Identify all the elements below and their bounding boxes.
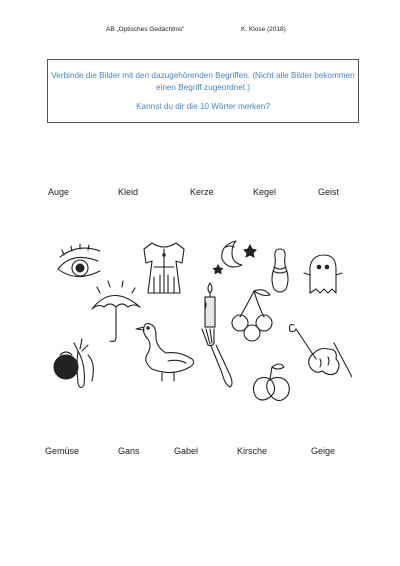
worksheet-title: AB „Optisches Gedächtnis“	[106, 26, 185, 33]
word-kleid: Kleid	[118, 187, 139, 197]
page-header	[0, 26, 400, 38]
word-kerze: Kerze	[190, 187, 214, 197]
picture-collage-svg	[50, 235, 352, 407]
task-box	[47, 59, 359, 123]
task-instruction: Verbinde die Bilder mit den dazugehörenden Begriffen. (Nicht alle Bilder bekommen einen Begriff zugeordnet.)	[51, 71, 355, 92]
dress-icon	[144, 243, 184, 293]
vegetables-icon	[54, 339, 93, 388]
word-geige: Geige	[311, 446, 336, 456]
violin-icon	[290, 325, 353, 377]
ghost-icon	[304, 255, 342, 293]
word-auge: Auge	[48, 187, 70, 197]
umbrella-icon	[92, 281, 140, 342]
candle-icon	[205, 283, 215, 327]
word-geist: Geist	[318, 187, 340, 197]
word-kegel: Kegel	[253, 187, 277, 197]
moon-icon	[214, 241, 257, 274]
word-gans: Gans	[118, 446, 140, 456]
author-credit: K. Klose (2018)	[241, 26, 286, 33]
eye-icon	[58, 244, 100, 277]
word-kirsche: Kirsche	[237, 446, 268, 456]
picture-collage	[50, 235, 352, 407]
skittle-icon	[272, 249, 288, 292]
apples-icon	[253, 364, 289, 401]
cherries-icon	[232, 290, 272, 341]
word-gabel: Gabel	[174, 446, 199, 456]
goose-icon	[136, 323, 194, 381]
fork-icon	[202, 329, 232, 387]
task-question: Kannst du dir die 10 Wörter merken?	[136, 102, 270, 111]
word-gemuese: Gemüse	[45, 446, 80, 456]
